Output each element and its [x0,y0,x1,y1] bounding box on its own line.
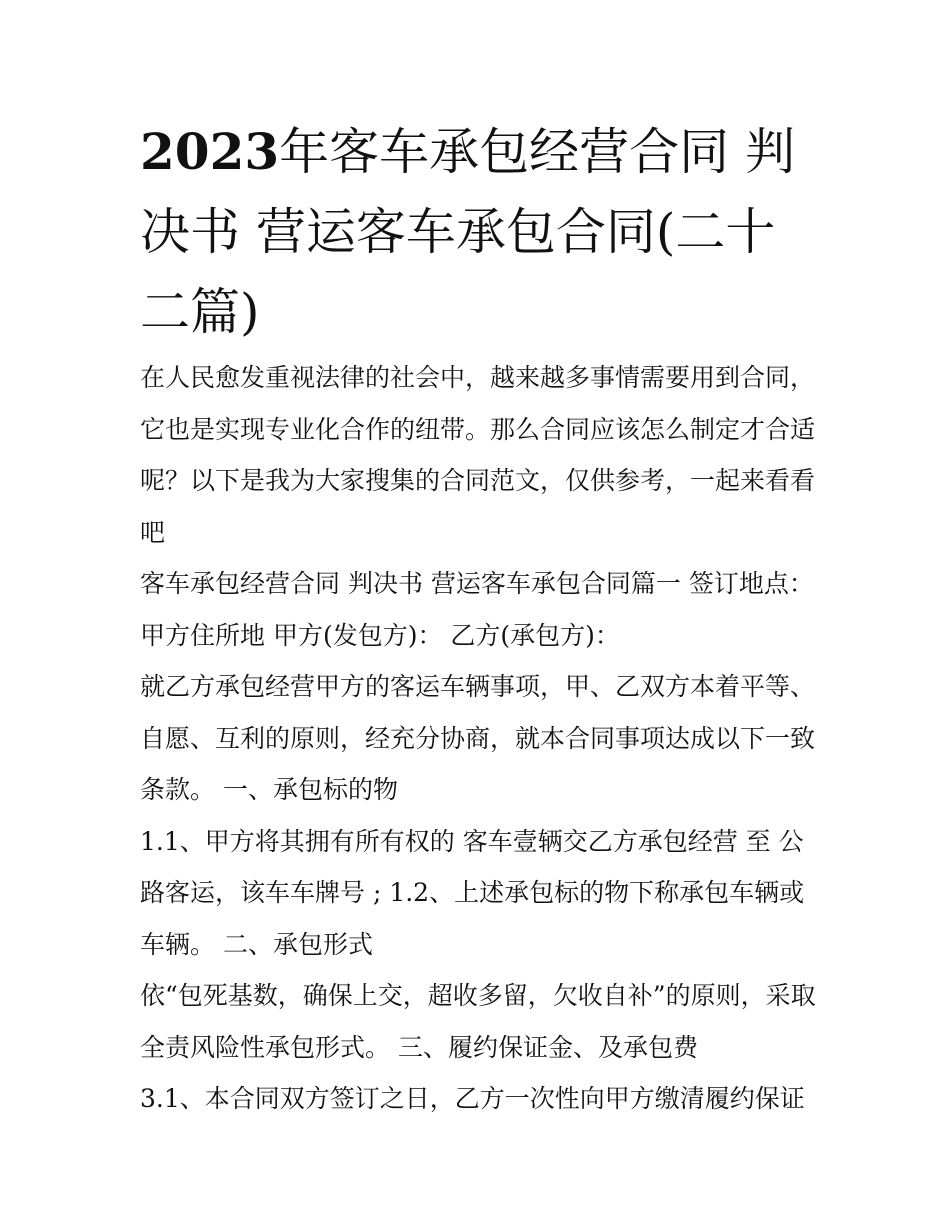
title-text: 年客车承包经营合同 判决书 营运客车承包合同(二十二篇) [140,123,796,341]
title-year: 2023 [140,122,280,181]
paragraph-clause-2: 依“包死基数，确保上交，超收多留，欠收自补”的原则，采取全责风险性承包形式。 三、履约保证金、及承包费 [140,981,816,1062]
paragraph-intro: 在人民愈发重视法律的社会中，越来越多事情需要用到合同，它也是实现专业化合作的纽带。那么合同应该怎么制定才合适呢？以下是我为大家搜集的合同范文，仅供参考，一起来看看吧 [140,363,816,547]
paragraph-clause-3: 3.1、本合同双方签订之日，乙方一次性向甲方缴清履约保证 [140,1084,805,1113]
paragraph-agreement: 就乙方承包经营甲方的客运车辆事项，甲、乙双方本着平等、自愿、互利的原则，经充分协商，就本合同事项达成以下一致条款。 一、承包标的物 [140,672,816,804]
paragraph-contract-heading: 客车承包经营合同 判决书 营运客车承包合同篇一 签订地点：甲方住所地 甲方(发包方)： 乙方(承包方)： [140,569,814,650]
document-title [140,112,820,352]
document-body [140,352,820,1125]
paragraph-clause-1: 1.1、甲方将其拥有所有权的 客车壹辆交乙方承包经营 至 公路客运，该车车牌号 ; 1.2、上述承包标的物下称承包车辆或车辆。 二、承包形式 [140,826,805,959]
